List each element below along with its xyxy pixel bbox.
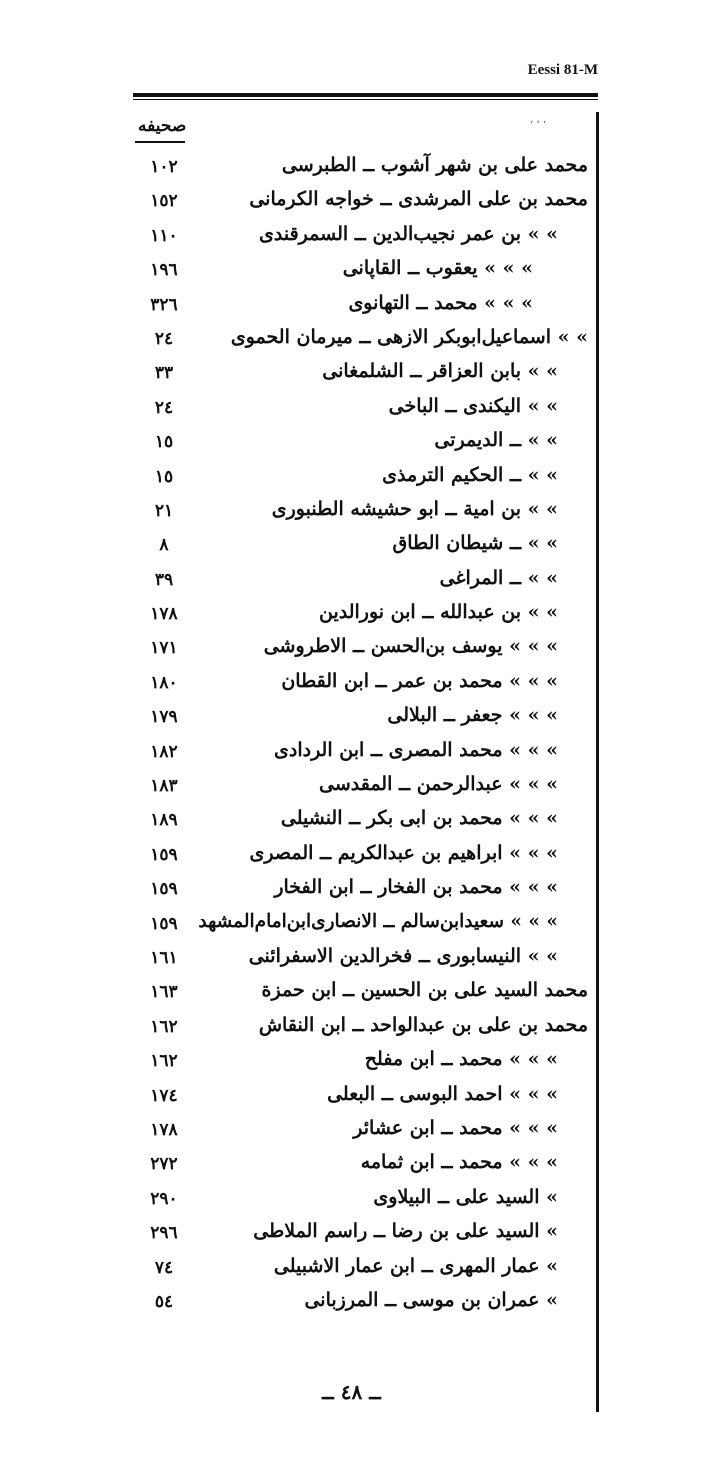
entry-page-number: ٢٤ [154, 397, 174, 418]
entry-name: » السید علی بن رضا ــ راسم الملاطی [253, 1220, 558, 1243]
index-entry-row [130, 631, 588, 665]
entry-name: محمد السید علی بن الحسین ــ ابن حمزة [261, 979, 588, 1002]
entry-page-number: ١٦٣ [150, 982, 178, 1003]
index-entry-row [130, 597, 588, 631]
entry-name: » » ــ المراغی [439, 566, 558, 589]
index-entry-row [130, 975, 588, 1009]
entry-page-number: ١٥٩ [150, 879, 178, 900]
entry-name: » » » احمد البوسی ــ البعلی [327, 1082, 558, 1105]
index-entry-row [130, 528, 588, 562]
entry-page-number: ٢٩٦ [150, 1223, 178, 1244]
index-entry-row [130, 253, 588, 287]
index-entry-row [130, 1010, 588, 1044]
header-rule-thin [133, 99, 598, 100]
index-entry-row [130, 184, 588, 218]
entry-page-number: ٢٩٠ [150, 1188, 178, 1209]
index-entry-row [130, 838, 588, 872]
entry-page-number: ١٠٢ [150, 157, 178, 177]
entry-name: » » » محمد ــ التهانوی [348, 291, 533, 314]
index-entry-row [130, 494, 588, 528]
index-entry-row [130, 1285, 588, 1319]
entry-page-number: ١٦١ [150, 947, 178, 968]
entry-name: » » الیکندی ــ الباخی [388, 394, 558, 417]
entry-page-number: ٢١ [154, 500, 174, 521]
entry-page-number: ١٧٤ [150, 1085, 178, 1106]
index-entry-row [130, 769, 588, 803]
entry-name: » » بابن العزاقر ــ الشلمغانی [322, 360, 558, 383]
entry-name: » » » محمد بن عمر ــ ابن القطان [281, 669, 558, 692]
index-entry-row [130, 563, 588, 597]
entry-name: محمد بن علی بن عبدالواحد ــ ابن النقاش [258, 1013, 588, 1036]
entry-page-number: ٣٢٦ [150, 294, 178, 315]
entry-name: محمد علی بن شهر آشوب ــ الطبرسی [281, 154, 588, 176]
top-marks: ، ، ، [530, 115, 547, 126]
entry-page-number: ١٥ [154, 466, 174, 487]
margin-line [596, 112, 599, 1412]
index-entry-row [130, 391, 588, 425]
index-entry-row [130, 1079, 588, 1113]
entry-name: » » » محمد بن الفخار ــ ابن الفخار [274, 876, 558, 899]
entry-name: » » » ابراهیم بن عبدالکریم ــ المصری [249, 841, 558, 864]
entry-name: » عمار المهری ــ ابن عمار الاشبیلی [273, 1254, 558, 1277]
index-entry-row [130, 872, 588, 906]
entry-page-number: ١٥٩ [150, 913, 178, 934]
entry-page-number: ١٨٣ [150, 776, 178, 797]
entry-name: » » » محمد ــ ابن مفلح [364, 1048, 558, 1071]
index-entry-row [130, 1216, 588, 1250]
index-entry-row [130, 1251, 588, 1285]
entry-name: » » بن عبدالله ــ ابن نورالدین [318, 601, 558, 624]
page-column-heading: صحيفه [138, 116, 187, 136]
entry-page-number: ١٥ [154, 432, 174, 453]
entry-page-number: ١٧١ [150, 638, 178, 659]
entry-name: » » » عبدالرحمن ــ المقدسی [318, 773, 558, 796]
entry-name: » » » محمد بن ابی بکر ــ النشیلی [280, 807, 558, 830]
entry-page-number: ٧٤ [154, 1257, 174, 1278]
index-entry-row [130, 700, 588, 734]
entry-name: » السید علی ــ البیلاوی [373, 1185, 558, 1208]
entry-page-number: ١١٠ [150, 225, 178, 246]
index-entry-row [130, 356, 588, 390]
entry-name: » » » محمد ــ ابن ثمامه [360, 1151, 558, 1174]
index-entry-row [130, 803, 588, 837]
index-entry-row [130, 666, 588, 700]
entry-name: » » النیسابوری ــ فخرالدین الاسفرائنی [248, 944, 558, 967]
entry-name: » » » یوسف بن‌الحسن ــ الاطروشی [263, 635, 558, 658]
index-entry-row [130, 941, 588, 975]
entry-page-number: ١٨٢ [150, 741, 178, 762]
index-entry-row [130, 1113, 588, 1147]
entry-page-number: ٣٣ [154, 363, 174, 384]
index-entry-row [130, 907, 588, 941]
entry-name: » » » یعقوب ــ القاپانی [342, 257, 533, 280]
entry-page-number: ١٨٠ [150, 672, 178, 693]
index-entry-row [130, 150, 588, 184]
entry-name: » » » محمد المصری ــ ابن الردادی [274, 738, 558, 761]
entry-name: » » ــ شیطان الطاق [392, 532, 558, 555]
entry-page-number: ١٧٨ [150, 604, 178, 625]
entry-page-number: ٥٤ [154, 1291, 174, 1312]
entry-page-number: ١٨٩ [150, 810, 178, 831]
entry-name: » » ــ الدیمرتی [434, 429, 558, 452]
entry-name: » » بن امیة ــ ابو حشیشه الطنبوری [271, 497, 558, 520]
entry-page-number: ١٥٢ [150, 191, 178, 212]
entry-name: » عمران بن موسی ــ المرزبانی [304, 1288, 558, 1311]
column-heading-underline [135, 141, 185, 143]
entry-page-number: ١٥٩ [150, 844, 178, 865]
entry-name: » » » جعفر ــ البلالی [387, 704, 558, 727]
entry-page-number: ١٦٢ [150, 1016, 178, 1037]
entry-name: محمد بن علی المرشدی ــ خواجه الکرمانی [249, 188, 588, 211]
entry-name: » » » محمد ــ ابن عشائر [353, 1116, 558, 1139]
entry-page-number: ٨ [159, 535, 169, 556]
entry-name: » » اسماعیل‌ابوبکر الازهی ــ میرمان الحموی [230, 325, 588, 348]
entry-name: » » ــ الحکیم الترمذی [382, 463, 558, 486]
index-entry-row [130, 1182, 588, 1216]
entry-page-number: ١٧٨ [150, 1119, 178, 1140]
index-entry-row [130, 1147, 588, 1181]
header-rule-thick [133, 93, 598, 97]
index-entry-row [130, 1044, 588, 1078]
index-entry-row [130, 425, 588, 459]
entry-page-number: ١٧٩ [150, 707, 178, 728]
index-entry-row [130, 219, 588, 253]
entry-page-number: ٢٤ [154, 328, 174, 349]
index-entries [130, 150, 588, 1319]
catalog-code: Eessi 81-M [527, 62, 598, 78]
entry-page-number: ١٩٦ [150, 260, 178, 281]
entry-page-number: ٣٩ [154, 569, 174, 590]
index-entry-row [130, 322, 588, 356]
entry-page-number: ٢٧٢ [150, 1154, 178, 1175]
index-entry-row [130, 460, 588, 494]
index-entry-row [130, 288, 588, 322]
entry-name: » » » سعیدابن‌سالم ــ الانصاری‌ابن‌امام‌المشهد [198, 910, 558, 932]
entry-name: » » بن عمر نجیب‌الدین ــ السمرقندی [258, 222, 558, 245]
entry-page-number: ١٦٢ [150, 1051, 178, 1072]
page-number: ــ ٤٨ ــ [322, 1380, 381, 1404]
index-entry-row [130, 735, 588, 769]
